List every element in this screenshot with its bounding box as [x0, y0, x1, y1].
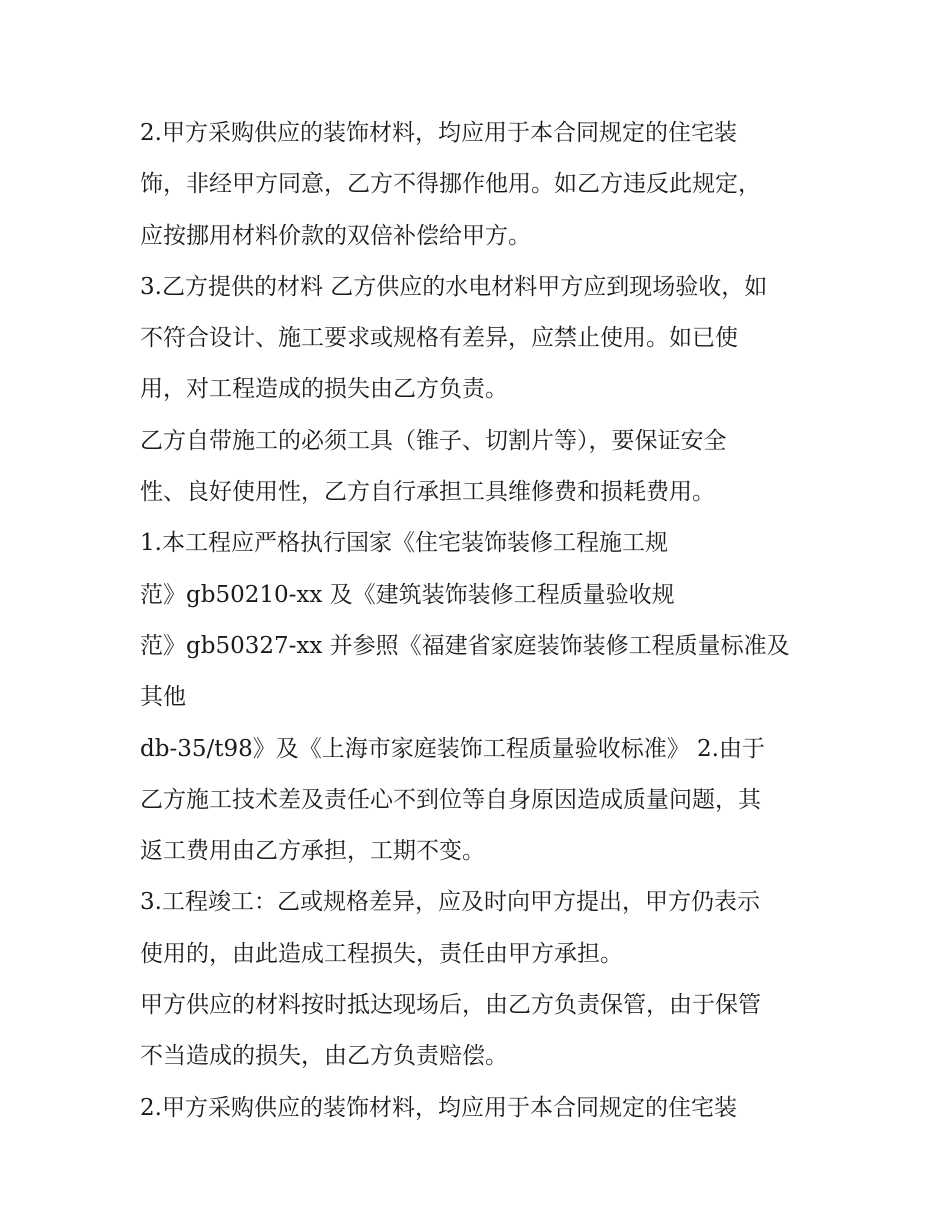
text-line: 应按挪用材料价款的双倍补偿给甲方。 — [140, 222, 531, 249]
text-line: 范》gb50210-xx 及《建筑装饰装修工程质量验收规 — [140, 581, 675, 608]
document-body — [140, 108, 820, 1134]
text-line: 饰，非经甲方同意，乙方不得挪作他用。如乙方违反此规定， — [140, 171, 761, 198]
text-line: 使用的，由此造成工程损失，责任由甲方承担。 — [140, 940, 623, 967]
text-line: 不当造成的损失，由乙方负责赔偿。 — [140, 1043, 508, 1070]
text-line: db-35/t98》及《上海市家庭装饰工程质量验收标准》 2.由于 — [140, 735, 765, 762]
text-line: 甲方供应的材料按时抵达现场后，由乙方负责保管，由于保管 — [140, 992, 761, 1019]
text-line: 用，对工程造成的损失由乙方负责。 — [140, 376, 508, 403]
text-line: 乙方施工技术差及责任心不到位等自身原因造成质量问题，其 — [140, 786, 761, 813]
text-line: 不符合设计、施工要求或规格有差异，应禁止使用。如已使 — [140, 325, 738, 352]
text-line: 其他 — [140, 684, 186, 711]
text-line: 3.工程竣工：乙或规格差异，应及时向甲方提出，甲方仍表示 — [140, 889, 760, 916]
text-line: 范》gb50327-xx 并参照《福建省家庭装饰装修工程质量标准及 — [140, 632, 790, 659]
text-line: 3.乙方提供的材料 乙方供应的水电材料甲方应到现场验收，如 — [140, 273, 768, 300]
text-line: 返工费用由乙方承担，工期不变。 — [140, 838, 485, 865]
text-line: 1.本工程应严格执行国家《住宅装饰装修工程施工规 — [140, 530, 668, 557]
text-line: 乙方自带施工的必须工具（锥子、切割片等），要保证安全 — [140, 427, 727, 454]
text-line: 性、良好使用性，乙方自行承担工具维修费和损耗费用。 — [140, 479, 715, 506]
text-line: 2.甲方采购供应的装饰材料，均应用于本合同规定的住宅装 — [140, 120, 737, 146]
text-line: 2.甲方采购供应的装饰材料，均应用于本合同规定的住宅装 — [140, 1094, 737, 1121]
